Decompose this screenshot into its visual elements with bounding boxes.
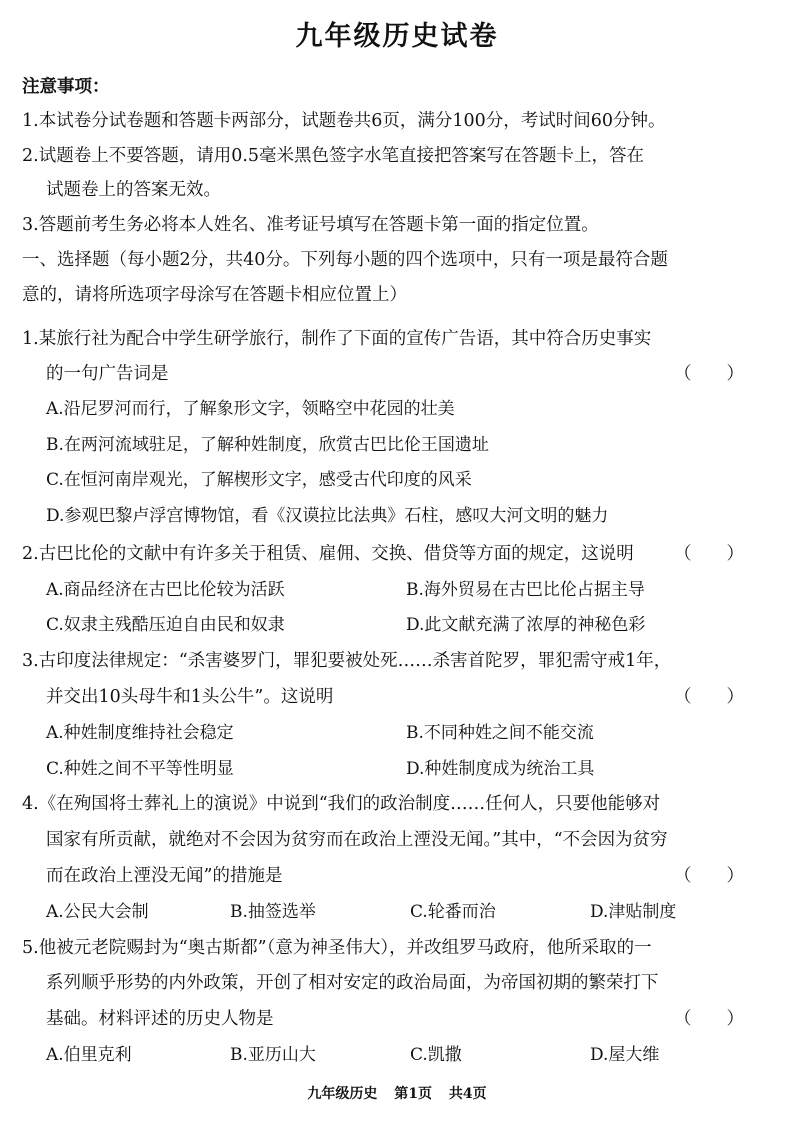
section-header-line2: 意的，请将所选项字母涂写在答题卡相应位置上） (22, 285, 407, 305)
notice-item-2-cont: 试题卷上的答案无效。 (46, 180, 221, 200)
question-4-stem-line1: 4.《在殉国将士葬礼上的演说》中说到“我们的政治制度……任何人，只要他能够对 (22, 794, 661, 814)
notice-item-2: 2.试题卷上不要答题，请用0.5毫米黑色签字水笔直接把答案写在答题卡上，答在 (22, 146, 645, 166)
footer-page-number: 第1页 (394, 1086, 432, 1102)
question-2-option-b: B.海外贸易在古巴比伦占据主导 (406, 580, 645, 600)
question-5-stem-line1: 5.他被元老院赐封为“奥古斯都”（意为神圣伟大），并改组罗马政府，他所采取的一 (22, 938, 652, 958)
question-2-option-a: A.商品经济在古巴比伦较为活跃 (46, 580, 285, 600)
question-1-stem-line2: 的一句广告词是 （ ） (46, 361, 774, 387)
notice-item-3: 3.答题前考生务必将本人姓名、准考证号填写在答题卡第一面的指定位置。 (22, 215, 599, 235)
question-4-stem-line3: 而在政治上湮没无闻”的措施是 （ ） (46, 863, 774, 889)
question-5-option-c: C.凯撒 (410, 1045, 462, 1065)
answer-bracket: （ ） (674, 1009, 744, 1029)
question-4-option-c: C.轮番而治 (410, 902, 496, 922)
question-1-option-b: B.在两河流域驻足，了解种姓制度，欣赏古巴比伦王国遗址 (46, 435, 489, 455)
answer-bracket: （ ） (674, 544, 744, 564)
question-4-option-a: A.公民大会制 (46, 902, 149, 922)
notice-heading: 注意事项： (22, 77, 110, 97)
question-3-option-a: A.种姓制度维持社会稳定 (46, 723, 234, 743)
question-2-option-c: C.奴隶主残酷压迫自由民和奴隶 (46, 615, 285, 635)
question-1-option-c: C.在恒河南岸观光，了解楔形文字，感受古代印度的风采 (46, 470, 472, 490)
section-header-line1: 一、选择题（每小题2分，共40分。下列每小题的四个选项中，只有一项是最符合题 (22, 250, 668, 270)
question-3-option-d: D.种姓制度成为统治工具 (406, 759, 595, 779)
answer-bracket: （ ） (674, 866, 744, 886)
question-4-stem-line2: 国家有所贡献，就绝对不会因为贫穷而在政治上湮没无闻。”其中，“不会因为贫穷 (46, 830, 668, 850)
question-4-option-b: B.抽签选举 (230, 902, 316, 922)
question-3-stem-line1: 3.古印度法律规定：“杀害婆罗门，罪犯要被处死……杀害首陀罗，罪犯需守戒1年， (22, 651, 672, 671)
footer-total-pages: 共4页 (448, 1086, 487, 1102)
answer-bracket: （ ） (674, 364, 744, 384)
question-5-stem-line2: 系列顺乎形势的内外政策，开创了相对安定的政治局面，为帝国初期的繁荣打下 (46, 973, 659, 993)
question-2-stem-line1: 2.古巴比伦的文献中有许多关于租赁、雇佣、交换、借贷等方面的规定，这说明 （ ） (22, 541, 774, 567)
question-5-option-d: D.屋大维 (590, 1045, 660, 1065)
footer-subject: 九年级历史 (307, 1086, 378, 1102)
notice-item-1: 1.本试卷分试卷题和答题卡两部分，试题卷共6页，满分100分，考试时间60分钟。 (22, 111, 666, 131)
question-3-stem-line2: 并交出10头母牛和1头公牛”。这说明 （ ） (46, 684, 774, 710)
question-2-option-d: D.此文献充满了浓厚的神秘色彩 (406, 615, 646, 635)
question-5-option-a: A.伯里克利 (46, 1045, 132, 1065)
question-3-option-b: B.不同种姓之间不能交流 (406, 723, 594, 743)
question-5-stem-line3: 基础。材料评述的历史人物是 （ ） (46, 1006, 774, 1032)
page-footer (0, 1083, 794, 1103)
question-5-option-b: B.亚历山大 (230, 1045, 316, 1065)
question-1-option-d: D.参观巴黎卢浮宫博物馆，看《汉谟拉比法典》石柱，感叹大河文明的魅力 (46, 506, 609, 526)
question-3-option-c: C.种姓之间不平等性明显 (46, 759, 234, 779)
page-title: 九年级历史试卷 (295, 21, 499, 52)
answer-bracket: （ ） (674, 687, 744, 707)
question-1-stem-line1: 1.某旅行社为配合中学生研学旅行，制作了下面的宣传广告语，其中符合历史事实 (22, 329, 652, 349)
question-4-option-d: D.津贴制度 (590, 902, 677, 922)
question-1-option-a: A.沿尼罗河而行，了解象形文字，领略空中花园的壮美 (46, 399, 455, 419)
